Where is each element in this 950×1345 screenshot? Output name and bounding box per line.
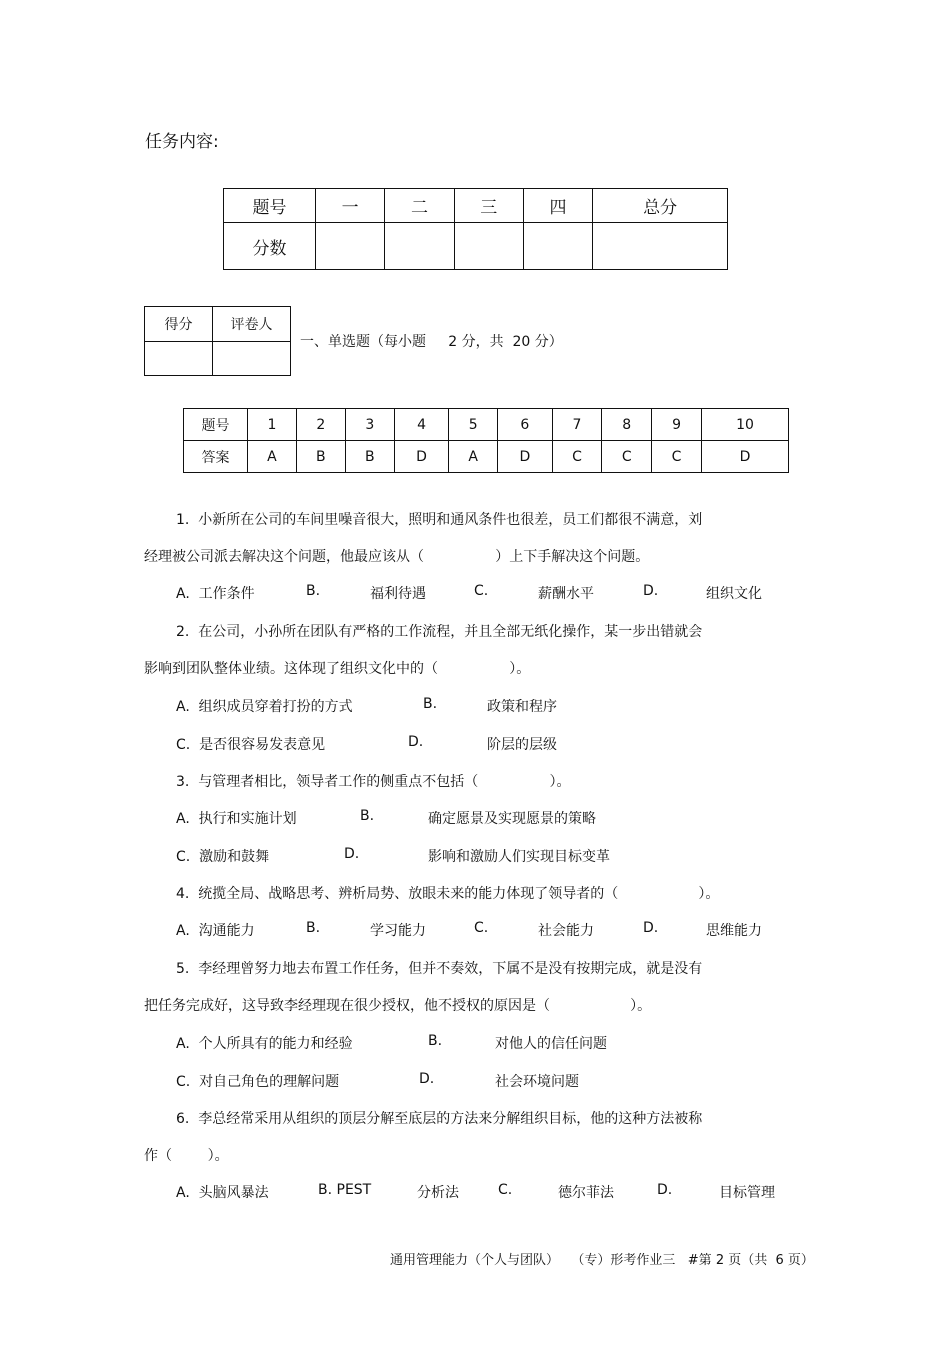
score-row-label: 分数 bbox=[224, 223, 316, 270]
question-4-option-d-letter: D. bbox=[643, 920, 659, 936]
question-6-stem-cont: 作（ ）。 bbox=[144, 1148, 229, 1164]
answer-cell: C bbox=[602, 441, 652, 473]
answer-header-cell: 3 bbox=[345, 409, 394, 441]
question-6-option-a: A. 头脑风暴法 bbox=[176, 1185, 269, 1201]
question-1-option-d: 组织文化 bbox=[706, 586, 762, 602]
question-4-option-a: A. 沟通能力 bbox=[176, 923, 255, 939]
answer-cell: 答案 bbox=[184, 441, 248, 473]
question-6-option-c: 德尔菲法 bbox=[558, 1185, 614, 1201]
question-1-option-b-letter: B. bbox=[306, 583, 321, 599]
question-4-option-c-letter: C. bbox=[474, 920, 489, 936]
question-4-stem: 4. 统揽全局、战略思考、辨析局势、放眼未来的能力体现了领导者的（ ）。 bbox=[176, 886, 720, 902]
page-heading: 任务内容: bbox=[145, 132, 219, 152]
score-header-cell: 三 bbox=[454, 189, 523, 223]
answer-header-cell: 8 bbox=[602, 409, 652, 441]
question-1-stem-cont: 经理被公司派去解决这个问题，他最应该从（ ）上下手解决这个问题。 bbox=[144, 549, 650, 565]
question-1-option-a: A. 工作条件 bbox=[176, 586, 255, 602]
question-5-option-c: C. 对自己角色的理解问题 bbox=[176, 1074, 340, 1090]
score-cell bbox=[523, 223, 592, 270]
question-2-option-d-letter: D. bbox=[408, 734, 424, 750]
grader-header-cell: 评卷人 bbox=[213, 307, 291, 342]
question-3-option-c: C. 激励和鼓舞 bbox=[176, 849, 270, 865]
question-3-option-d-letter: D. bbox=[344, 846, 360, 862]
answer-header-cell: 9 bbox=[652, 409, 702, 441]
score-summary-table bbox=[223, 188, 728, 270]
question-6-option-c-letter: C. bbox=[498, 1182, 513, 1198]
score-header-cell: 四 bbox=[523, 189, 592, 223]
question-1-stem: 1. 小新所在公司的车间里噪音很大，照明和通风条件也很差，员工们都很不满意，刘 bbox=[176, 512, 703, 528]
question-2-option-d: 阶层的层级 bbox=[487, 737, 557, 753]
question-2-option-c: C. 是否很容易发表意见 bbox=[176, 737, 326, 753]
answer-cell: D bbox=[394, 441, 448, 473]
question-2-stem-cont: 影响到团队整体业绩。这体现了组织文化中的（ ）。 bbox=[144, 661, 531, 677]
question-1-option-d-letter: D. bbox=[643, 583, 659, 599]
section-title: 一、单选题（每小题 2 分，共 20 分） bbox=[300, 334, 563, 350]
question-5-option-d-letter: D. bbox=[419, 1071, 435, 1087]
answer-cell: B bbox=[296, 441, 345, 473]
question-2-option-a: A. 组织成员穿着打扮的方式 bbox=[176, 699, 353, 715]
score-cell bbox=[454, 223, 523, 270]
answer-cell: A bbox=[248, 441, 297, 473]
score-cell bbox=[385, 223, 454, 270]
question-6-option-d: 目标管理 bbox=[719, 1185, 775, 1201]
answer-header-cell: 7 bbox=[552, 409, 602, 441]
grader-table bbox=[144, 306, 291, 376]
question-6-option-b-letter: B. PEST bbox=[318, 1182, 372, 1198]
answer-table bbox=[183, 408, 789, 473]
question-1-option-b: 福利待遇 bbox=[370, 586, 426, 602]
question-1-option-c: 薪酬水平 bbox=[538, 586, 594, 602]
answer-cell: C bbox=[552, 441, 602, 473]
answer-header-cell: 题号 bbox=[184, 409, 248, 441]
question-3-option-b: 确定愿景及实现愿景的策略 bbox=[428, 811, 596, 827]
score-cell bbox=[316, 223, 385, 270]
question-4-option-d: 思维能力 bbox=[706, 923, 762, 939]
question-2-option-b-letter: B. bbox=[423, 696, 438, 712]
answer-cell: C bbox=[652, 441, 702, 473]
grader-cell bbox=[145, 342, 213, 376]
question-6-option-d-letter: D. bbox=[657, 1182, 673, 1198]
answer-header-cell: 2 bbox=[296, 409, 345, 441]
page-footer: 通用管理能力（个人与团队） （专）形考作业三 #第 2 页（共 6 页） bbox=[390, 1253, 814, 1268]
answer-header-cell: 10 bbox=[701, 409, 788, 441]
question-5-option-d: 社会环境问题 bbox=[495, 1074, 579, 1090]
question-5-stem: 5. 李经理曾努力地去布置工作任务，但并不奏效，下属不是没有按期完成，就是没有 bbox=[176, 961, 703, 977]
answer-cell: B bbox=[345, 441, 394, 473]
question-3-option-b-letter: B. bbox=[360, 808, 375, 824]
question-3-stem: 3. 与管理者相比，领导者工作的侧重点不包括（ ）。 bbox=[176, 774, 571, 790]
question-5-stem-cont: 把任务完成好，这导致李经理现在很少授权，他不授权的原因是（ ）。 bbox=[144, 998, 652, 1014]
grader-cell bbox=[213, 342, 291, 376]
question-4-option-b-letter: B. bbox=[306, 920, 321, 936]
grader-header-cell: 得分 bbox=[145, 307, 213, 342]
answer-cell: A bbox=[449, 441, 498, 473]
score-cell bbox=[593, 223, 728, 270]
question-6-stem: 6. 李总经常采用从组织的顶层分解至底层的方法来分解组织目标，他的这种方法被称 bbox=[176, 1111, 703, 1127]
answer-cell: D bbox=[498, 441, 552, 473]
score-header-cell: 二 bbox=[385, 189, 454, 223]
answer-header-cell: 4 bbox=[394, 409, 448, 441]
score-header-cell: 题号 bbox=[224, 189, 316, 223]
score-header-cell: 总分 bbox=[593, 189, 728, 223]
question-4-option-b: 学习能力 bbox=[370, 923, 426, 939]
answer-header-cell: 1 bbox=[248, 409, 297, 441]
question-2-stem: 2. 在公司，小孙所在团队有严格的工作流程，并且全部无纸化操作，某一步出错就会 bbox=[176, 624, 703, 640]
question-5-option-b-letter: B. bbox=[428, 1033, 443, 1049]
score-header-cell: 一 bbox=[316, 189, 385, 223]
question-3-option-a: A. 执行和实施计划 bbox=[176, 811, 297, 827]
question-3-option-d: 影响和激励人们实现目标变革 bbox=[428, 849, 610, 865]
answer-header-cell: 6 bbox=[498, 409, 552, 441]
question-1-option-c-letter: C. bbox=[474, 583, 489, 599]
question-5-option-a: A. 个人所具有的能力和经验 bbox=[176, 1036, 353, 1052]
question-5-option-b: 对他人的信任问题 bbox=[495, 1036, 607, 1052]
answer-header-cell: 5 bbox=[449, 409, 498, 441]
question-4-option-c: 社会能力 bbox=[538, 923, 594, 939]
question-2-option-b: 政策和程序 bbox=[487, 699, 557, 715]
answer-cell: D bbox=[701, 441, 788, 473]
question-6-option-b: 分析法 bbox=[417, 1185, 459, 1201]
